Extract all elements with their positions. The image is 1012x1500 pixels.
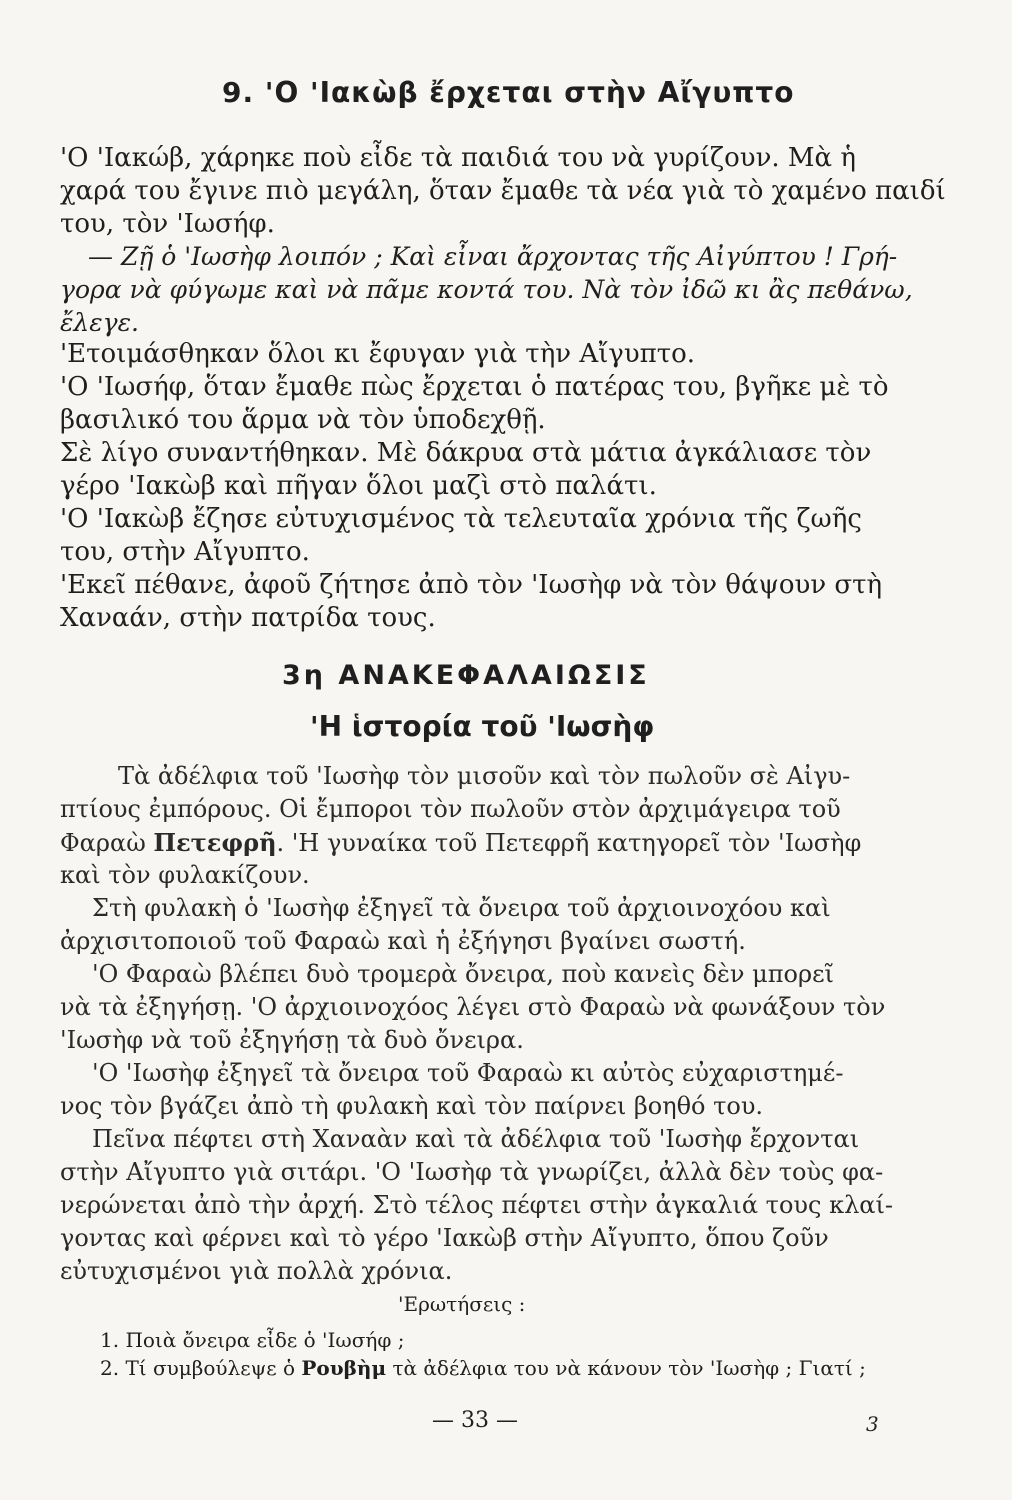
summary-line: καὶ τὸν φυλακίζουν. bbox=[60, 861, 310, 889]
summary-line bbox=[60, 826, 861, 860]
story-line: Σὲ λίγο συναντήθηκαν. Μὲ δάκρυα στὰ μάτια ἀγκάλιασε τὸν bbox=[60, 438, 872, 468]
story-line: βασιλικό του ἅρμα νὰ τὸν ὑποδεχθῇ. bbox=[60, 405, 546, 435]
question-item: 1. Ποιὰ ὄνειρα εἶδε ὁ 'Ιωσήφ ; bbox=[100, 1328, 405, 1352]
section-number: 3η bbox=[282, 660, 327, 691]
summary-line: 'Ο Φαραὼ βλέπει δυὸ τρομερὰ ὄνειρα, ποὺ κανεὶς δὲν μπορεῖ bbox=[92, 960, 834, 988]
summary-line: Πεῖνα πέφτει στὴ Χαναὰν καὶ τὰ ἀδέλφια τοῦ 'Ιωσὴφ ἔρχονται bbox=[92, 1125, 860, 1153]
chapter-title: 9. 'Ο 'Ιακὼβ ἔρχεται στὴν Αἴγυπτο bbox=[222, 76, 795, 109]
page-number: — 33 — bbox=[432, 1408, 518, 1433]
story-line: 'Ο 'Ιωσήφ, ὅταν ἔμαθε πὼς ἔρχεται ὁ πατέρας του, βγῆκε μὲ τὸ bbox=[60, 372, 889, 402]
story-line: του, τὸν 'Ιωσήφ. bbox=[60, 209, 275, 239]
quote-line: γορα νὰ φύγωμε καὶ νὰ πᾶμε κοντά του. Νὰ τὸν ἰδῶ κι ἂς πεθάνω, bbox=[60, 275, 913, 304]
story-line: του, στὴν Αἴγυπτο. bbox=[60, 537, 310, 567]
question-text: τὰ ἀδέλφια του νὰ κάνουν τὸν 'Ιωσὴφ ; Γιατί ; bbox=[386, 1356, 866, 1380]
story-line: 'Ο 'Ιακώβ, χάρηκε ποὺ εἶδε τὰ παιδιά του νὰ γυρίζουν. Μὰ ἡ bbox=[60, 143, 856, 173]
summary-bold-name: Πετεφρῆ bbox=[153, 828, 277, 857]
question-item bbox=[100, 1356, 866, 1380]
summary-line: Τὰ ἀδέλφια τοῦ 'Ιωσὴφ τὸν μισοῦν καὶ τὸν πωλοῦν σὲ Αἰγυ- bbox=[118, 762, 851, 790]
story-line: χαρά του ἔγινε πιὸ μεγάλη, ὅταν ἔμαθε τὰ νέα γιὰ τὸ χαμένο παιδί bbox=[60, 176, 946, 206]
questions-title: 'Ερωτήσεις : bbox=[398, 1292, 526, 1316]
summary-text: . 'Η γυναίκα τοῦ Πετεφρῆ κατηγορεῖ τὸν 'Ιωσὴφ bbox=[276, 829, 862, 857]
story-line: 'Εκεῖ πέθανε, ἀφοῦ ζήτησε ἀπὸ τὸν 'Ιωσὴφ νὰ τὸν θάψουν στὴ bbox=[60, 570, 883, 600]
quote-line: — Ζῇ ὁ 'Ιωσὴφ λοιπόν ; Καὶ εἶναι ἄρχοντας τῆς Αἰγύπτου ! Γρή- bbox=[88, 242, 898, 271]
summary-line: πτίους ἐμπόρους. Οἱ ἔμποροι τὸν πωλοῦν στὸν ἀρχιμάγειρα τοῦ bbox=[60, 795, 841, 823]
summary-line: νερώνεται ἀπὸ τὴν ἀρχή. Στὸ τέλος πέφτει στὴν ἀγκαλιά τους κλαί- bbox=[60, 1191, 894, 1219]
section-title: ΑΝΑΚΕΦΑΛΑΙΩΣΙΣ bbox=[338, 660, 650, 691]
summary-line: Στὴ φυλακὴ ὁ 'Ιωσὴφ ἐξηγεῖ τὰ ὄνειρα τοῦ ἀρχιοινοχόου καὶ bbox=[92, 894, 831, 922]
summary-line: νος τὸν βγάζει ἀπὸ τὴ φυλακὴ καὶ τὸν παίρνει βοηθό του. bbox=[60, 1092, 764, 1120]
section-heading bbox=[282, 660, 650, 691]
signature-mark: 3 bbox=[866, 1412, 879, 1436]
summary-line: εὐτυχισμένοι γιὰ πολλὰ χρόνια. bbox=[60, 1257, 453, 1285]
section-subtitle: 'Η ἱστορία τοῦ 'Ιωσὴφ bbox=[310, 710, 655, 743]
summary-line: νὰ τὰ ἐξηγήσῃ. 'Ο ἀρχιοινοχόος λέγει στὸ Φαραὼ νὰ φωνάξουν τὸν bbox=[60, 993, 886, 1021]
story-line: Χαναάν, στὴν πατρίδα τους. bbox=[60, 603, 436, 633]
summary-line: 'Ο 'Ιωσὴφ ἐξηγεῖ τὰ ὄνειρα τοῦ Φαραὼ κι αὐτὸς εὐχαριστημέ- bbox=[92, 1059, 844, 1087]
summary-line: γοντας καὶ φέρνει καὶ τὸ γέρο 'Ιακὼβ στὴν Αἴγυπτο, ὅπου ζοῦν bbox=[60, 1224, 829, 1252]
story-line: 'Ο 'Ιακὼβ ἔζησε εὐτυχισμένος τὰ τελευταῖα χρόνια τῆς ζωῆς bbox=[60, 504, 862, 534]
quote-line: ἔλεγε. bbox=[60, 308, 139, 337]
question-text: 2. Τί συμβούλεψε ὁ bbox=[100, 1356, 302, 1380]
summary-line: 'Ιωσὴφ νὰ τοῦ ἐξηγήσῃ τὰ δυὸ ὄνειρα. bbox=[60, 1026, 524, 1054]
story-line: 'Ετοιμάσθηκαν ὅλοι κι ἔφυγαν γιὰ τὴν Αἴγυπτο. bbox=[60, 339, 696, 369]
story-line: γέρο 'Ιακὼβ καὶ πῆγαν ὅλοι μαζὶ στὸ παλάτι. bbox=[60, 471, 657, 501]
summary-line: ἀρχισιτοποιοῦ τοῦ Φαραὼ καὶ ἡ ἐξήγησι βγαίνει σωστή. bbox=[60, 927, 746, 955]
question-bold-name: Ρουβὴμ bbox=[301, 1356, 387, 1380]
summary-line: στὴν Αἴγυπτο γιὰ σιτάρι. 'Ο 'Ιωσὴφ τὰ γνωρίζει, ἀλλὰ δὲν τοὺς φα- bbox=[60, 1158, 884, 1186]
summary-text: Φαραὼ bbox=[60, 829, 154, 857]
